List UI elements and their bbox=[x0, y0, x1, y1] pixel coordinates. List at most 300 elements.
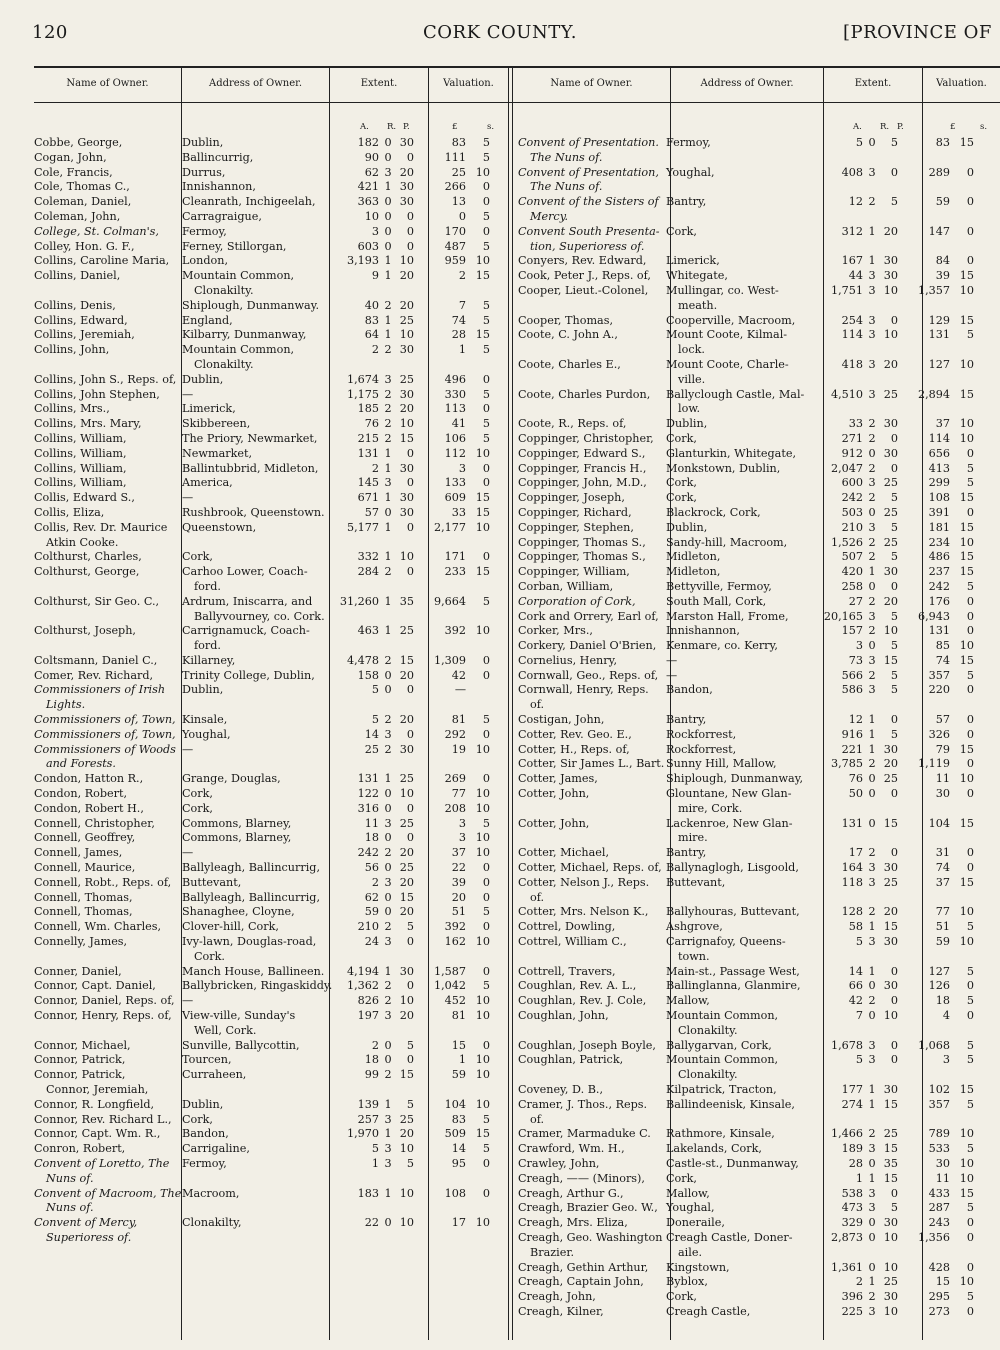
owner-name bbox=[34, 1053, 176, 1068]
owner-address-line: Whitegate, bbox=[666, 269, 728, 283]
extent-roods: 1 bbox=[384, 772, 392, 786]
extent-roods: 3 bbox=[384, 727, 392, 741]
valuation-pounds: 13 bbox=[451, 195, 466, 209]
owner-row bbox=[518, 1083, 1000, 1098]
owner-name-line: Connor, Capt. Wm. R., bbox=[34, 1127, 161, 1141]
valuation-pounds: 234 bbox=[928, 535, 950, 549]
valuation-pounds: 3 bbox=[458, 816, 466, 830]
valuation-pounds: 176 bbox=[928, 594, 950, 608]
owner-row bbox=[518, 1127, 1000, 1142]
extent-acres: 158 bbox=[357, 668, 379, 682]
extent-perches: 25 bbox=[883, 1127, 898, 1141]
extent-perches: 0 bbox=[406, 446, 414, 460]
valuation-shillings: 10 bbox=[959, 535, 974, 549]
valuation-shillings: 0 bbox=[966, 713, 974, 727]
owner-name bbox=[34, 476, 176, 491]
valuation-pounds: 487 bbox=[444, 239, 466, 253]
extent-perches: 30 bbox=[883, 861, 898, 875]
valuation-pounds: 299 bbox=[928, 476, 950, 490]
extent-roods: 1 bbox=[384, 328, 392, 342]
owner-name bbox=[518, 388, 660, 403]
owner-row bbox=[34, 669, 534, 684]
extent-perches: 15 bbox=[399, 431, 414, 445]
owner-row bbox=[518, 595, 1000, 610]
owner-name-line: Coote, C. John A., bbox=[518, 328, 618, 342]
extent-roods: 2 bbox=[384, 402, 392, 416]
owner-name-line: Convent of Presentation. bbox=[518, 136, 659, 149]
extent-perches: 30 bbox=[883, 979, 898, 993]
owner-address bbox=[182, 565, 330, 595]
owner-address bbox=[182, 447, 330, 462]
valuation-pounds: 37 bbox=[935, 875, 950, 889]
owner-row bbox=[34, 1039, 534, 1054]
owner-row bbox=[518, 624, 1000, 639]
owner-name-line: Convent of Macroom, The bbox=[34, 1186, 182, 1200]
extent-acres: 57 bbox=[364, 505, 379, 519]
extent-acres: 189 bbox=[841, 1142, 863, 1156]
owner-address bbox=[666, 1187, 814, 1202]
owner-address-line: Kenmare, co. Kerry, bbox=[666, 639, 778, 653]
valuation-pounds: 77 bbox=[451, 787, 466, 801]
owner-address-line: Sunny Hill, Mallow, bbox=[666, 757, 777, 771]
extent-acres: 2 bbox=[371, 461, 379, 475]
owner-name-line: Coveney, D. B., bbox=[518, 1083, 604, 1096]
owner-name-line: Lights. bbox=[46, 698, 86, 712]
extent-acres: 316 bbox=[357, 801, 379, 815]
owner-name-line: Cobbe, George, bbox=[34, 136, 123, 149]
owner-address-line: London, bbox=[182, 254, 229, 268]
header-rule bbox=[34, 102, 1000, 103]
owner-address bbox=[182, 195, 330, 210]
valuation-shillings: 10 bbox=[959, 905, 974, 919]
owner-address bbox=[666, 743, 814, 758]
owner-address-line: Clonakilty. bbox=[194, 357, 254, 371]
owner-address-line: town. bbox=[678, 949, 710, 963]
owner-row bbox=[518, 1172, 1000, 1187]
owner-name-line: College, St. Colman's, bbox=[34, 224, 159, 238]
extent-perches: 30 bbox=[399, 964, 414, 978]
valuation-shillings: 5 bbox=[482, 1142, 490, 1156]
owner-row bbox=[518, 1201, 1000, 1216]
extent-acres: 185 bbox=[357, 402, 379, 416]
owner-row bbox=[34, 462, 534, 477]
valuation-pounds: 147 bbox=[928, 224, 950, 238]
owner-row bbox=[34, 595, 534, 625]
owner-name-line: Costigan, John, bbox=[518, 713, 605, 727]
owner-name bbox=[34, 1157, 176, 1187]
owner-address bbox=[666, 1083, 814, 1098]
extent-roods: 2 bbox=[868, 905, 876, 919]
extent-perches: 20 bbox=[883, 357, 898, 371]
extent-roods: 2 bbox=[384, 565, 392, 579]
owner-name bbox=[518, 654, 660, 669]
extent-roods: 2 bbox=[384, 387, 392, 401]
owner-name-line: Cornwall, Henry, Reps. bbox=[518, 683, 649, 697]
owner-address bbox=[666, 254, 814, 269]
owner-name-line: of. bbox=[530, 890, 545, 904]
extent-perches: 25 bbox=[883, 772, 898, 786]
owner-row bbox=[34, 565, 534, 595]
owner-address bbox=[182, 254, 330, 269]
owner-row bbox=[518, 1216, 1000, 1231]
extent-roods: 0 bbox=[384, 209, 392, 223]
owner-address-line: Bantry, bbox=[666, 846, 707, 860]
owner-address bbox=[182, 1127, 330, 1142]
owner-row bbox=[34, 1142, 534, 1157]
valuation-shillings: 15 bbox=[475, 1127, 490, 1141]
owner-name bbox=[34, 891, 176, 906]
owner-address-line: Cork, bbox=[182, 550, 213, 564]
extent-perches: 0 bbox=[890, 431, 898, 445]
owner-row bbox=[518, 195, 1000, 225]
valuation-pounds: 533 bbox=[928, 1142, 950, 1156]
extent-acres: 11 bbox=[364, 816, 379, 830]
col-head-address: Address of Owner. bbox=[700, 78, 794, 89]
extent-perches: 5 bbox=[890, 668, 898, 682]
owner-name bbox=[518, 269, 660, 284]
owner-address bbox=[666, 639, 814, 654]
valuation-pounds: 77 bbox=[935, 905, 950, 919]
owner-name bbox=[518, 979, 660, 994]
owner-name-line: Conner, Daniel, bbox=[34, 964, 122, 978]
owner-address bbox=[182, 1157, 330, 1172]
owner-row bbox=[518, 1157, 1000, 1172]
valuation-pounds: 391 bbox=[928, 505, 950, 519]
owner-address-line: Kingstown, bbox=[666, 1260, 730, 1274]
owner-name-line: Commissioners of, Town, bbox=[34, 713, 176, 727]
owner-address bbox=[666, 920, 814, 935]
valuation-shillings: 15 bbox=[959, 1083, 974, 1096]
extent-acres: 408 bbox=[841, 165, 863, 179]
valuation-shillings: 10 bbox=[959, 1156, 974, 1170]
owner-address bbox=[666, 1172, 814, 1187]
extent-roods: 1 bbox=[384, 269, 392, 283]
valuation-shillings: 5 bbox=[966, 328, 974, 342]
extent-acres: 538 bbox=[841, 1186, 863, 1200]
extent-acres: 2,873 bbox=[830, 1230, 863, 1244]
extent-perches: 20 bbox=[399, 668, 414, 682]
owner-address-line: — bbox=[182, 387, 194, 401]
owner-row bbox=[518, 1305, 1000, 1320]
valuation-pounds: 22 bbox=[451, 861, 466, 875]
owner-name-line: Coppinger, Richard, bbox=[518, 505, 632, 519]
extent-perches: 25 bbox=[883, 535, 898, 549]
extent-roods: 3 bbox=[868, 653, 876, 667]
valuation-pounds: 20 bbox=[451, 890, 466, 904]
owner-name bbox=[34, 1142, 176, 1157]
owner-name bbox=[518, 787, 660, 802]
owner-name-line: Creagh, Arthur G., bbox=[518, 1186, 624, 1200]
valuation-shillings: 5 bbox=[482, 713, 490, 727]
owner-name bbox=[34, 462, 176, 477]
extent-roods: 0 bbox=[868, 446, 876, 460]
owner-name-line: Cotter, John, bbox=[518, 787, 590, 801]
extent-acres: 912 bbox=[841, 446, 863, 460]
owner-row bbox=[34, 979, 534, 994]
extent-roods: 1 bbox=[384, 520, 392, 534]
extent-perches: 30 bbox=[883, 1290, 898, 1304]
valuation-shillings: 0 bbox=[482, 402, 490, 416]
extent-perches: 30 bbox=[883, 446, 898, 460]
extent-acres: 164 bbox=[841, 861, 863, 875]
valuation-pounds: 1,042 bbox=[433, 979, 466, 993]
owner-name-line: Nuns of. bbox=[46, 1201, 94, 1215]
valuation-shillings: 15 bbox=[959, 653, 974, 667]
valuation-pounds: 181 bbox=[928, 520, 950, 534]
extent-perches: 10 bbox=[399, 994, 414, 1008]
owner-row bbox=[518, 1290, 1000, 1305]
extent-acres: 3 bbox=[371, 224, 379, 238]
extent-acres: 10 bbox=[364, 209, 379, 223]
extent-acres: 586 bbox=[841, 683, 863, 697]
owner-name-line: Collins, Caroline Maria, bbox=[34, 254, 170, 268]
owner-address bbox=[182, 891, 330, 906]
owner-row bbox=[34, 432, 534, 447]
extent-acres: 1,362 bbox=[346, 979, 379, 993]
extent-acres: 58 bbox=[848, 920, 863, 934]
owner-row bbox=[518, 876, 1000, 906]
owner-row bbox=[34, 624, 534, 654]
owner-name bbox=[34, 151, 176, 166]
owner-name-line: Cotter, Rev. Geo. E., bbox=[518, 727, 632, 741]
owner-name bbox=[34, 388, 176, 403]
valuation-shillings: 15 bbox=[475, 565, 490, 579]
extent-perches: 25 bbox=[399, 1112, 414, 1126]
extent-perches: 10 bbox=[883, 328, 898, 342]
extent-perches: 10 bbox=[883, 1009, 898, 1023]
extent-acres: 418 bbox=[841, 357, 863, 371]
owner-address-line: Ballyvourney, co. Cork. bbox=[194, 609, 325, 623]
valuation-shillings: 0 bbox=[966, 594, 974, 608]
owner-name bbox=[518, 1230, 663, 1261]
owner-name bbox=[34, 683, 176, 713]
extent-acres: 1,466 bbox=[830, 1127, 863, 1141]
owner-row bbox=[34, 1157, 534, 1187]
owner-address-line: — bbox=[666, 653, 678, 667]
valuation-shillings: 15 bbox=[959, 387, 974, 401]
extent-roods: 1 bbox=[868, 742, 876, 756]
valuation-shillings: 10 bbox=[475, 935, 490, 949]
valuation-shillings: 15 bbox=[959, 491, 974, 505]
valuation-pounds: 3 bbox=[458, 831, 466, 845]
owner-name-line: Corker, Mrs., bbox=[518, 624, 593, 638]
extent-roods: 0 bbox=[868, 1260, 876, 1274]
extent-perches: 30 bbox=[399, 742, 414, 756]
owner-name bbox=[518, 1172, 660, 1187]
owner-address bbox=[666, 536, 814, 551]
owner-address bbox=[182, 683, 330, 698]
owner-row bbox=[34, 210, 534, 225]
owner-name-line: Creagh, Captain John, bbox=[518, 1275, 644, 1289]
owner-address bbox=[182, 846, 330, 861]
extent-roods: 1 bbox=[868, 1097, 876, 1111]
owner-name-line: Cottrell, Travers, bbox=[518, 964, 616, 978]
owner-address-line: Mountain Common, bbox=[666, 1053, 779, 1067]
owner-address bbox=[182, 476, 330, 491]
owner-name bbox=[34, 225, 176, 240]
owner-address bbox=[666, 1290, 814, 1305]
extent-perches: 0 bbox=[406, 476, 414, 490]
owner-address-line: Cork, bbox=[666, 491, 697, 505]
extent-acres: 271 bbox=[841, 431, 863, 445]
owner-row bbox=[34, 1113, 534, 1128]
extent-perches: 10 bbox=[399, 254, 414, 268]
owner-name bbox=[518, 476, 660, 491]
extent-perches: 30 bbox=[399, 505, 414, 519]
extent-acres: 42 bbox=[848, 994, 863, 1008]
owner-name bbox=[518, 905, 660, 920]
valuation-pounds: 83 bbox=[451, 136, 466, 149]
owner-name bbox=[518, 1053, 660, 1068]
valuation-pounds: 30 bbox=[935, 1156, 950, 1170]
valuation-pounds: 19 bbox=[451, 742, 466, 756]
extent-roods: 2 bbox=[384, 343, 392, 357]
extent-perches: 0 bbox=[406, 209, 414, 223]
valuation-pounds: 1,587 bbox=[433, 964, 466, 978]
owner-name bbox=[518, 417, 660, 432]
owner-name bbox=[34, 994, 176, 1009]
owner-row bbox=[34, 965, 534, 980]
owner-address bbox=[182, 831, 330, 846]
extent-perches: 25 bbox=[399, 313, 414, 327]
owner-row bbox=[518, 166, 1000, 196]
extent-perches: 15 bbox=[883, 1171, 898, 1185]
owner-name-line: Connell, Thomas, bbox=[34, 890, 133, 904]
owner-name bbox=[34, 1009, 176, 1024]
owner-name-line: Creagh, Gethin Arthur, bbox=[518, 1260, 649, 1274]
extent-roods: 3 bbox=[868, 1142, 876, 1156]
extent-acres: 197 bbox=[357, 1009, 379, 1023]
valuation-shillings: 5 bbox=[966, 461, 974, 475]
owner-name bbox=[518, 506, 660, 521]
owner-address-line: Manch House, Ballineen. bbox=[182, 964, 325, 978]
valuation-shillings: 10 bbox=[475, 1053, 490, 1067]
extent-perches: 10 bbox=[883, 283, 898, 297]
extent-acres: 1,970 bbox=[346, 1127, 379, 1141]
owner-address-line: Dublin, bbox=[666, 520, 708, 534]
owner-name bbox=[34, 402, 176, 417]
valuation-shillings: 15 bbox=[959, 269, 974, 283]
valuation-shillings: 0 bbox=[966, 846, 974, 860]
extent-perches: 10 bbox=[399, 1186, 414, 1200]
valuation-shillings: 0 bbox=[966, 757, 974, 771]
extent-roods: 2 bbox=[868, 994, 876, 1008]
owner-row bbox=[34, 1053, 534, 1068]
extent-acres: 332 bbox=[357, 550, 379, 564]
owner-name bbox=[34, 876, 176, 891]
owner-row bbox=[518, 1142, 1000, 1157]
extent-roods: 2 bbox=[384, 653, 392, 667]
owner-row bbox=[34, 240, 534, 255]
top-rule bbox=[34, 66, 1000, 68]
extent-roods: 3 bbox=[868, 1053, 876, 1067]
owner-address-line: Ballyleagh, Ballincurrig, bbox=[182, 890, 321, 904]
owner-row bbox=[34, 743, 534, 773]
owner-address bbox=[666, 669, 814, 684]
extent-acres: 44 bbox=[848, 269, 863, 283]
extent-acres: 421 bbox=[357, 180, 379, 194]
valuation-pounds: 233 bbox=[444, 565, 466, 579]
valuation-shillings: 5 bbox=[482, 1112, 490, 1126]
owner-address bbox=[182, 1142, 330, 1157]
owner-address-line: Rockforrest, bbox=[666, 727, 737, 741]
owner-address-line: Killarney, bbox=[182, 653, 236, 667]
extent-roods: 3 bbox=[868, 1038, 876, 1052]
owner-address-line: Mount Coote, Kilmal- bbox=[666, 328, 788, 342]
owner-name bbox=[518, 610, 660, 625]
extent-perches: 30 bbox=[399, 343, 414, 357]
extent-roods: 0 bbox=[868, 1230, 876, 1244]
owner-address-line: mire. bbox=[678, 831, 708, 845]
owner-name-line: Creagh, Kilner, bbox=[518, 1304, 604, 1318]
owner-row bbox=[34, 225, 534, 240]
valuation-pounds: 357 bbox=[928, 1097, 950, 1111]
extent-roods: 3 bbox=[384, 875, 392, 889]
owner-name-line: Creagh, Mrs. Eliza, bbox=[518, 1216, 628, 1230]
unit-shillings: s. bbox=[487, 122, 495, 132]
owner-row bbox=[518, 979, 1000, 994]
owner-address-line: Cooperville, Macroom, bbox=[666, 313, 796, 327]
valuation-pounds: 392 bbox=[444, 624, 466, 638]
extent-roods: 2 bbox=[384, 920, 392, 934]
valuation-pounds: 59 bbox=[451, 1068, 466, 1082]
owner-row bbox=[518, 1231, 1000, 1261]
owner-name-line: Colthurst, George, bbox=[34, 565, 140, 579]
valuation-pounds: 330 bbox=[444, 387, 466, 401]
owner-row bbox=[34, 491, 534, 506]
owner-address-line: Ballybricken, Ringaskiddy. bbox=[182, 979, 333, 993]
owner-address-line: Fermoy, bbox=[182, 224, 227, 238]
extent-perches: 15 bbox=[883, 653, 898, 667]
extent-perches: 20 bbox=[883, 757, 898, 771]
extent-perches: 10 bbox=[883, 1260, 898, 1274]
valuation-shillings: 0 bbox=[482, 653, 490, 667]
valuation-pounds: 509 bbox=[444, 1127, 466, 1141]
owner-address-line: Cork, bbox=[666, 1290, 697, 1304]
extent-acres: 1,526 bbox=[830, 535, 863, 549]
extent-roods: 3 bbox=[384, 165, 392, 179]
extent-perches: 5 bbox=[890, 195, 898, 209]
extent-roods: 1 bbox=[868, 920, 876, 934]
owner-address-line: Dublin, bbox=[182, 683, 224, 697]
owner-address-line: Midleton, bbox=[666, 550, 721, 564]
owner-name bbox=[34, 787, 176, 802]
extent-acres: 5,177 bbox=[346, 520, 379, 534]
valuation-pounds: 104 bbox=[928, 816, 950, 830]
owner-row bbox=[518, 610, 1000, 625]
valuation-pounds: 37 bbox=[451, 846, 466, 860]
owner-name bbox=[34, 772, 176, 787]
owner-address-line: Cork, bbox=[182, 787, 213, 801]
valuation-pounds: 127 bbox=[928, 964, 950, 978]
owner-address-line: Ballyclough Castle, Mal- bbox=[666, 387, 805, 401]
owner-row bbox=[34, 713, 534, 728]
extent-roods: 3 bbox=[868, 935, 876, 949]
extent-perches: 0 bbox=[406, 801, 414, 815]
extent-roods: 0 bbox=[384, 1053, 392, 1067]
owner-address bbox=[182, 669, 330, 684]
valuation-shillings: 15 bbox=[959, 313, 974, 327]
owner-address bbox=[182, 1113, 330, 1128]
extent-roods: 0 bbox=[384, 787, 392, 801]
owner-address bbox=[666, 1157, 814, 1172]
owner-address bbox=[182, 388, 330, 403]
valuation-shillings: 0 bbox=[966, 1009, 974, 1023]
owner-row bbox=[34, 1187, 534, 1217]
extent-perches: 0 bbox=[890, 994, 898, 1008]
owner-address bbox=[666, 166, 814, 181]
valuation-shillings: 0 bbox=[966, 1304, 974, 1318]
